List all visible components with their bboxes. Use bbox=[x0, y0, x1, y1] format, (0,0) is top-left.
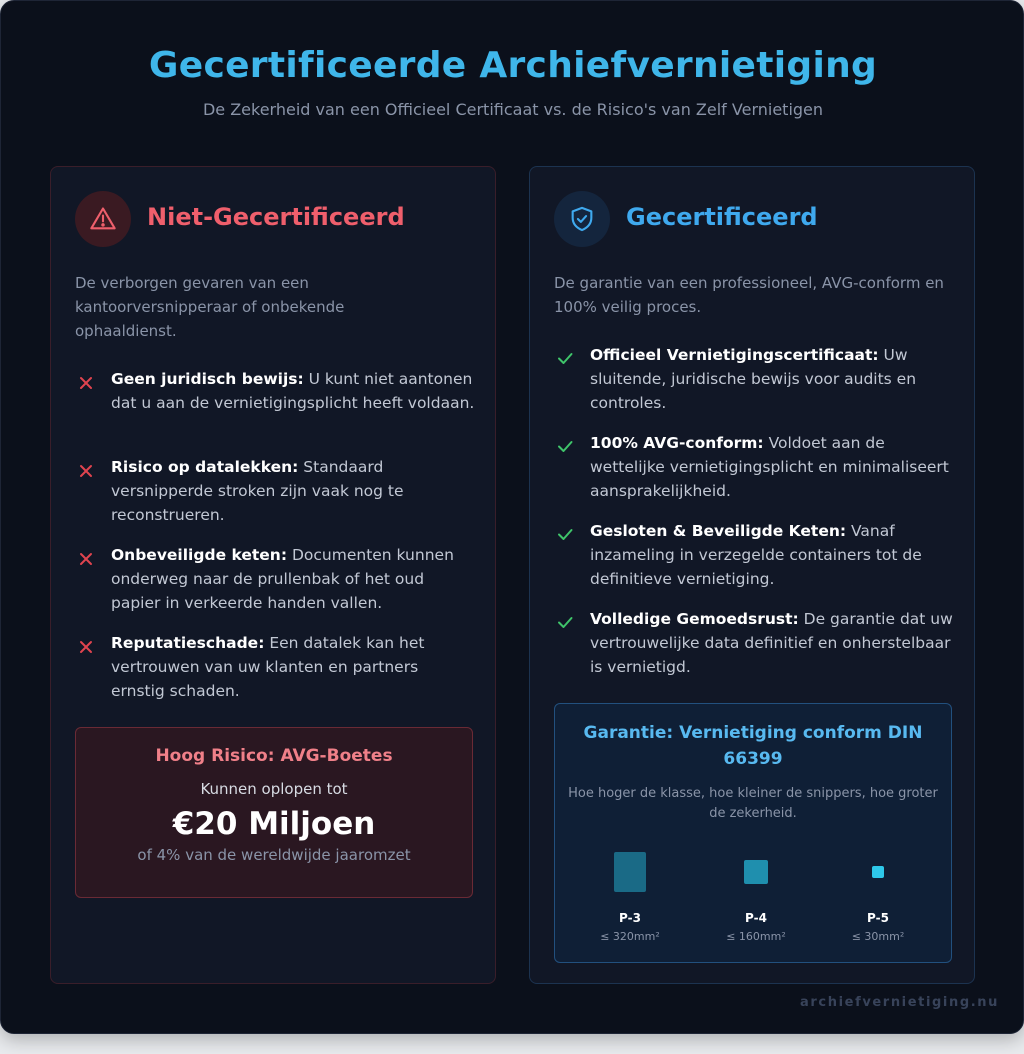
benefit-item-title: Officieel Vernietigingscertificaat: bbox=[590, 346, 879, 364]
benefit-item-text: De garantie dat uw vertrouwelijke data definitief en onherstelbaar is vernietigd. bbox=[590, 610, 953, 676]
benefit-item bbox=[554, 343, 954, 415]
level-size: ≤ 320mm² bbox=[600, 930, 660, 943]
level-name: P-4 bbox=[745, 911, 767, 925]
cross-icon bbox=[75, 635, 97, 657]
check-icon bbox=[554, 611, 576, 633]
benefit-item bbox=[554, 607, 954, 679]
fine-risk-title: Hoog Risico: AVG-Boetes bbox=[155, 746, 393, 766]
risk-item-text: Een datalek kan het vertrouwen van uw klanten en partners ernstig schaden. bbox=[111, 634, 425, 700]
din-guarantee-subtitle: Hoe hoger de klasse, hoe kleiner de snippers, hoe groter de zekerheid. bbox=[568, 786, 938, 821]
fine-risk-box bbox=[75, 727, 473, 898]
risk-item-title: Onbeveiligde keten: bbox=[111, 546, 288, 564]
certified-description: De garantie van een professioneel, AVG-conform en 100% veilig proces. bbox=[554, 274, 944, 316]
level-name: P-3 bbox=[619, 911, 641, 925]
risk-item-title: Reputatieschade: bbox=[111, 634, 265, 652]
level-size: ≤ 30mm² bbox=[851, 930, 905, 943]
shred-size-indicator bbox=[872, 866, 884, 878]
cross-icon bbox=[75, 547, 97, 569]
benefit-item-title: 100% AVG-conform: bbox=[590, 434, 764, 452]
check-icon bbox=[554, 523, 576, 545]
page-subtitle: De Zekerheid van een Officieel Certificaat vs. de Risico's van Zelf Vernietigen bbox=[202, 100, 824, 119]
security-level-p3 bbox=[570, 840, 690, 950]
risk-item bbox=[75, 631, 475, 703]
level-name: P-5 bbox=[867, 911, 889, 925]
risk-item-text: U kunt niet aantonen dat u aan de vernietigingsplicht heeft voldaan. bbox=[111, 370, 475, 412]
risk-item bbox=[75, 367, 475, 415]
risk-item-title: Geen juridisch bewijs: bbox=[111, 370, 304, 388]
benefit-item bbox=[554, 431, 954, 503]
non-certified-title: Niet-Gecertificeerd bbox=[147, 203, 405, 231]
security-level-p4 bbox=[696, 840, 816, 950]
risk-item bbox=[75, 543, 475, 615]
risk-item-text: Documenten kunnen onderweg naar de prullenbak of het oud papier in verkeerde handen vallen. bbox=[111, 546, 454, 612]
benefit-item bbox=[554, 519, 954, 591]
non-certified-card bbox=[50, 166, 496, 984]
fine-risk-note: of 4% van de wereldwijde jaaromzet bbox=[137, 846, 411, 864]
shred-size-indicator bbox=[744, 860, 768, 884]
fine-amount: €20 Miljoen bbox=[172, 806, 376, 842]
din-guarantee-box bbox=[554, 703, 952, 963]
din-guarantee-title: Garantie: Vernietiging conform DIN 66399 bbox=[583, 723, 923, 769]
benefit-item-title: Volledige Gemoedsrust: bbox=[590, 610, 799, 628]
shield-check-icon bbox=[554, 191, 610, 247]
non-certified-description: De verborgen gevaren van een kantoorversnipperaar of onbekende ophaaldienst. bbox=[75, 274, 345, 340]
benefit-item-text: Vanaf inzameling in verzegelde containers tot de definitieve vernietiging. bbox=[590, 522, 922, 588]
shred-size-indicator bbox=[614, 852, 646, 892]
benefit-item-text: Uw sluitende, juridische bewijs voor audits en controles. bbox=[590, 346, 917, 412]
check-icon bbox=[554, 347, 576, 369]
warning-triangle-icon bbox=[75, 191, 131, 247]
risk-item-title: Risico op datalekken: bbox=[111, 458, 299, 476]
risk-item bbox=[75, 455, 475, 527]
website-url: archiefvernietiging.nu bbox=[800, 995, 999, 1010]
benefit-item-text: Voldoet aan de wettelijke vernietigingsplicht en minimaliseert aansprakelijkheid. bbox=[590, 434, 949, 500]
level-size: ≤ 160mm² bbox=[726, 930, 786, 943]
security-level-p5 bbox=[818, 840, 938, 950]
certified-card bbox=[529, 166, 975, 984]
cross-icon bbox=[75, 459, 97, 481]
risk-item-text: Standaard versnipperde stroken zijn vaak nog te reconstrueren. bbox=[111, 458, 404, 524]
cross-icon bbox=[75, 371, 97, 393]
certified-title: Gecertificeerd bbox=[626, 203, 818, 231]
fine-risk-subtitle: Kunnen oplopen tot bbox=[200, 780, 348, 798]
page-title: Gecertificeerde Archiefvernietiging bbox=[148, 45, 878, 86]
check-icon bbox=[554, 435, 576, 457]
benefit-item-title: Gesloten & Beveiligde Keten: bbox=[590, 522, 847, 540]
